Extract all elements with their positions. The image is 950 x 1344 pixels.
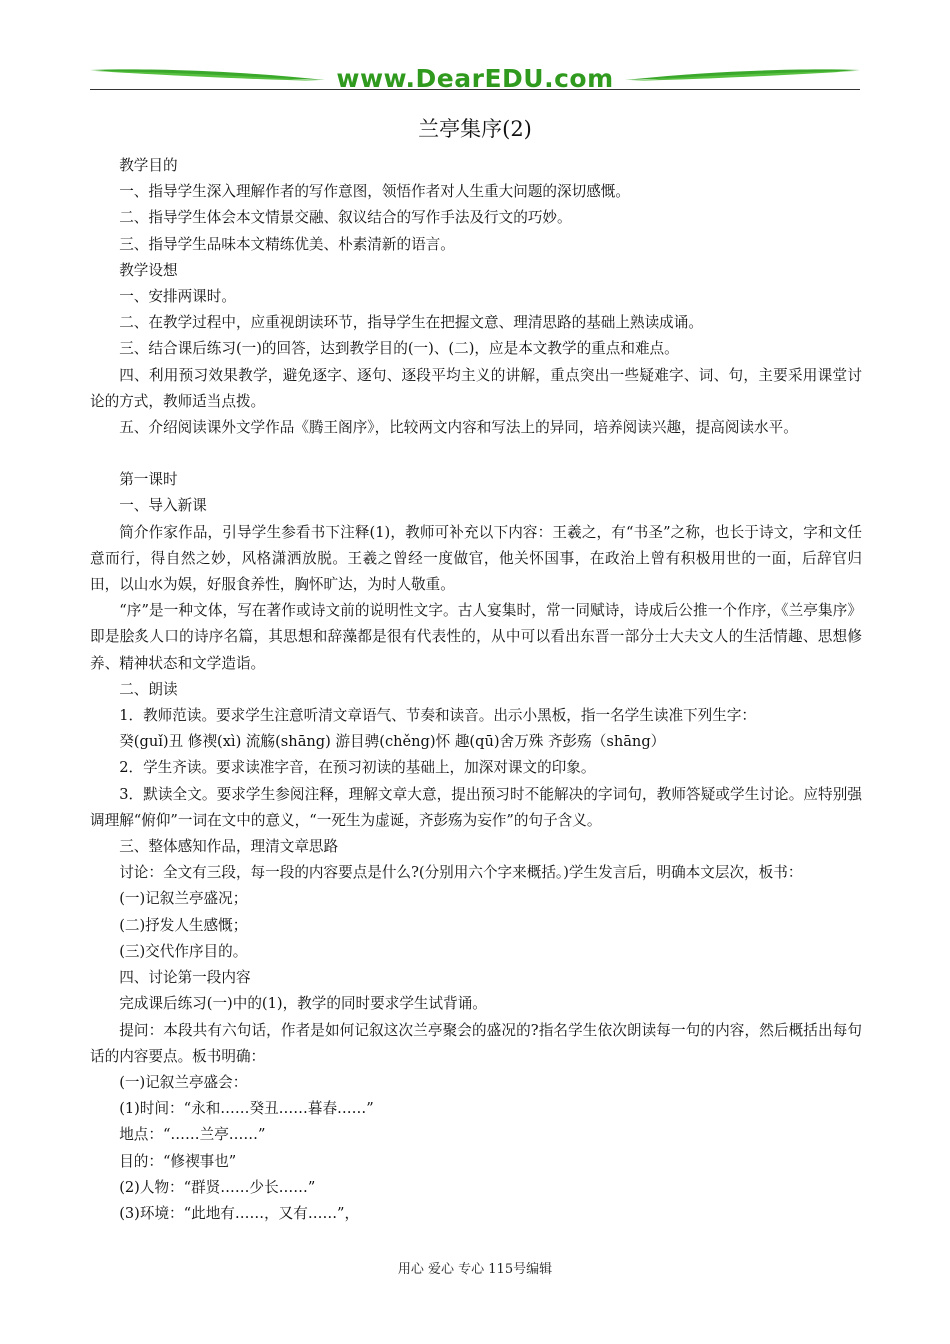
paragraph: 四、利用预习效果教学，避免逐字、逐句、逐段平均主义的讲解，重点突出一些疑难字、词、句，主要采用课堂讨论的方式，教师适当点拨。 [90,366,862,410]
paragraph: 癸(guǐ)丑 修禊(xì) 流觞(shāng) 游目骋(chěng)怀 趣(qū)舍万殊 齐彭殇（shāng） [119,733,666,751]
paragraph: 二、指导学生体会本文情景交融、叙议结合的写作手法及行文的巧妙。 [119,209,572,227]
paragraph: 五、介绍阅读课外文学作品《腾王阁序》，比较两文内容和写法上的异同，培养阅读兴趣，提高阅读水平。 [119,419,798,437]
page-title: 兰亭集序(2) [418,117,532,141]
paragraph: 二、朗读 [119,680,178,698]
header-divider [90,89,860,90]
paragraph: 二、在教学过程中，应重视朗读环节，指导学生在把握文意、理清思路的基础上熟读成诵。 [119,314,703,332]
paragraph: 1．教师范读。要求学生注意听清文章语气、节奏和读音。出示小黑板，指一名学生读准下列生字： [119,707,757,725]
paragraph: 三、指导学生品味本文精练优美、朴素清新的语言。 [119,235,455,253]
paragraph: 三、整体感知作品，理清文章思路 [119,838,339,856]
paragraph: 一、安排两课时。 [119,288,236,306]
paragraph: (一)记叙兰亭盛况； [119,890,248,908]
paragraph: 一、导入新课 [119,497,207,515]
paragraph: (2)人物：“群贤……少长……” [119,1178,316,1196]
paragraph: 讨论：全文有三段，每一段的内容要点是什么?(分别用六个字来概括。)学生发言后，明确本文层次，板书： [119,864,803,882]
paragraph: 3．默读全文。要求学生参阅注释，理解文章大意，提出预习时不能解决的字词句，教师答疑或学生讨论。应特别强调理解“俯仰”一词在文中的意义，“一死生为虚诞，齐彭殇为妄作”的句子含义。 [90,785,862,829]
site-logo[interactable]: www.DearEDU.com [336,64,614,93]
paragraph: 地点：“……兰亭……” [119,1126,266,1144]
paragraph: (一)记叙兰亭盛会： [119,1073,248,1091]
paragraph: (二)抒发人生感慨； [119,916,248,934]
paragraph: 简介作家作品，引导学生参看书下注释(1)，教师可补充以下内容：王羲之，有“书圣”之称，也长于诗文，字和文任意而行，得自然之妙，风格潇洒放脱。王羲之曾经一度做官，他关怀国事，在政治上曾有积极用世的一面，后辞官归田，以山水为娱，好服食养性，胸怀旷达，为时人敬重。 [90,523,862,594]
paragraph: (1)时间：“永和……癸丑……暮春……” [119,1100,374,1118]
paragraph-gap [90,441,862,467]
paragraph: 提问：本段共有六句话，作者是如何记叙这次兰亭聚会的盛况的?指名学生依次朗读每一句的内容，然后概括出每句话的内容要点。板书明确： [90,1021,862,1065]
paragraph: 一、指导学生深入理解作者的写作意图，领悟作者对人生重大问题的深切感慨。 [119,183,630,201]
paragraph: 四、讨论第一段内容 [119,969,251,987]
page-footer: 用心 爱心 专心 115号编辑 [397,1262,553,1277]
paragraph: 2．学生齐读。要求读准字音，在预习初读的基础上，加深对课文的印象。 [119,759,596,777]
paragraph: 完成课后练习(一)中的(1)，教学的同时要求学生试背诵。 [119,995,487,1013]
paragraph: 教学目的 [119,157,178,174]
paragraph: 目的：“修禊事也” [119,1152,237,1170]
document-body [90,153,862,1227]
paragraph: (3)环境：“此地有……，又有……”， [119,1204,360,1222]
paragraph: 第一课时 [119,471,178,489]
paragraph: 教学设想 [119,261,178,279]
paragraph: 三、结合课后练习(一)的回答，达到教学目的(一)、(二)，应是本文教学的重点和难点。 [119,340,679,358]
paragraph: “序”是一种文体，写在著作或诗文前的说明性文字。古人宴集时，常一同赋诗，诗成后公推一个作序，《兰亭集序》即是脍炙人口的诗序名篇，其思想和辞藻都是很有代表性的，从中可以看出东晋一部分士大夫文人的生活情趣、思想修养、精神状态和文学造诣。 [90,602,862,672]
paragraph: (三)交代作序目的。 [119,942,248,960]
